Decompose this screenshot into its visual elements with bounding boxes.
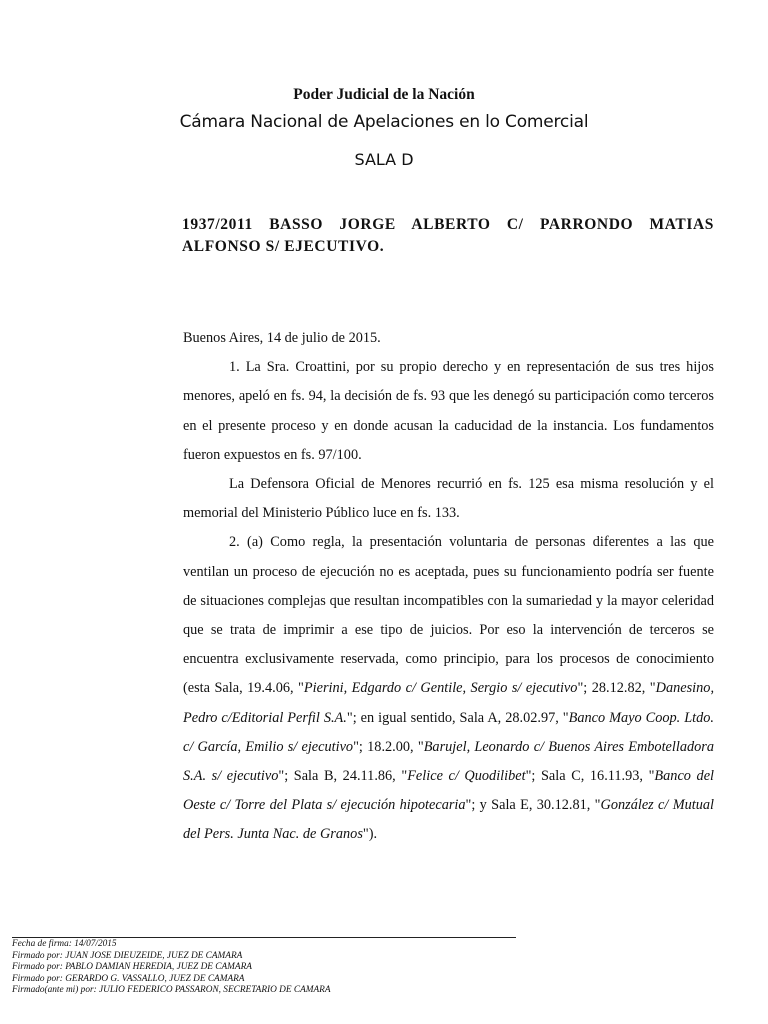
signature-line: Firmado(ante mi) por: JULIO FEDERICO PASSARON, SECRETARIO DE CAMARA [12, 985, 331, 996]
case-title-line1: 1937/2011 BASSO JORGE ALBERTO C/ PARRONDO MATIAS [182, 216, 714, 233]
paragraph-3-text: "; en igual sentido, Sala A, 28.02.97, " [346, 709, 569, 726]
paragraph-3 [183, 528, 714, 849]
case-title-line2: ALFONSO S/ EJECUTIVO. [182, 238, 385, 255]
case-citation: Felice c/ Quodilibet [407, 768, 526, 785]
case-citation: Danesino, Pedro c/Editorial Perfil S.A. [183, 680, 715, 726]
paragraph-3-text: "; y Sala E, 30.12.81, " [465, 797, 601, 814]
paragraph-1: 1. La Sra. Croattini, por su propio derecho y en representación de sus tres hijos menores, apeló en fs. 94, la decisión de fs. 93 que les denegó su participación como terceros en el presente proceso y en donde acusan la caducidad de la instancia. Los fundamentos fueron expuestos en fs. 97/100. [183, 359, 714, 463]
signature-footer [12, 939, 532, 997]
case-citation: González c/ Mutual del Pers. Junta Nac. de Granos [183, 797, 715, 843]
footer-divider [12, 937, 516, 938]
signature-line: Firmado por: JUAN JOSE DIEUZEIDE, JUEZ DE CAMARA [12, 950, 243, 961]
sala-label: SALA D [354, 150, 414, 169]
signature-line: Firmado por: PABLO DAMIAN HEREDIA, JUEZ DE CAMARA [12, 962, 252, 973]
paragraph-2: La Defensora Oficial de Menores recurrió en fs. 125 esa misma resolución y el memorial del Ministerio Público luce en fs. 133. [183, 476, 714, 522]
case-citation: Banco Mayo Coop. Ltdo. c/ García, Emilio s/ ejecutivo [183, 709, 714, 755]
case-citation: Banco del Oeste c/ Torre del Plata s/ ejecución hipotecaria [183, 768, 715, 814]
paragraph-3-text: "; 18.2.00, " [353, 738, 424, 755]
paragraph-3-text: "; Sala B, 24.11.86, " [278, 768, 408, 785]
chamber-name: Cámara Nacional de Apelaciones en lo Comercial [179, 112, 589, 132]
case-citation: Barujel, Leonardo c/ Buenos Aires Embotelladora S.A. s/ ejecutivo [183, 738, 714, 785]
paragraph-3-text: "; Sala C, 16.11.93, " [525, 768, 655, 785]
paragraph-3-text: 2. (a) Como regla, la presentación voluntaria de personas diferentes a las que ventilan un proceso de ejecución no es aceptada, pues su funcionamiento podría ser fuente de situaciones complejas que resultan incompatibles con la sumariedad y la mayor celeridad que se trata de imprimir a ese tipo de juicios. Por eso la intervención de terceros se encuentra exclusivamente reservada, como principio, para los procesos de conocimiento (esta Sala, 19.4.06, " [183, 534, 714, 697]
resolution-date: Buenos Aires, 14 de julio de 2015. [183, 330, 381, 346]
signature-date: Fecha de firma: 14/07/2015 [12, 939, 117, 949]
court-name: Poder Judicial de la Nación [293, 86, 475, 103]
paragraph-3-text: "). [362, 826, 378, 843]
resolution-body [183, 324, 714, 850]
paragraph-3-text: "; 28.12.82, " [577, 680, 656, 697]
case-citation: Pierini, Edgardo c/ Gentile, Sergio s/ ejecutivo [303, 680, 578, 697]
signature-line: Firmado por: GERARDO G. VASSALLO, JUEZ DE CAMARA [12, 973, 245, 984]
case-title [182, 214, 714, 258]
